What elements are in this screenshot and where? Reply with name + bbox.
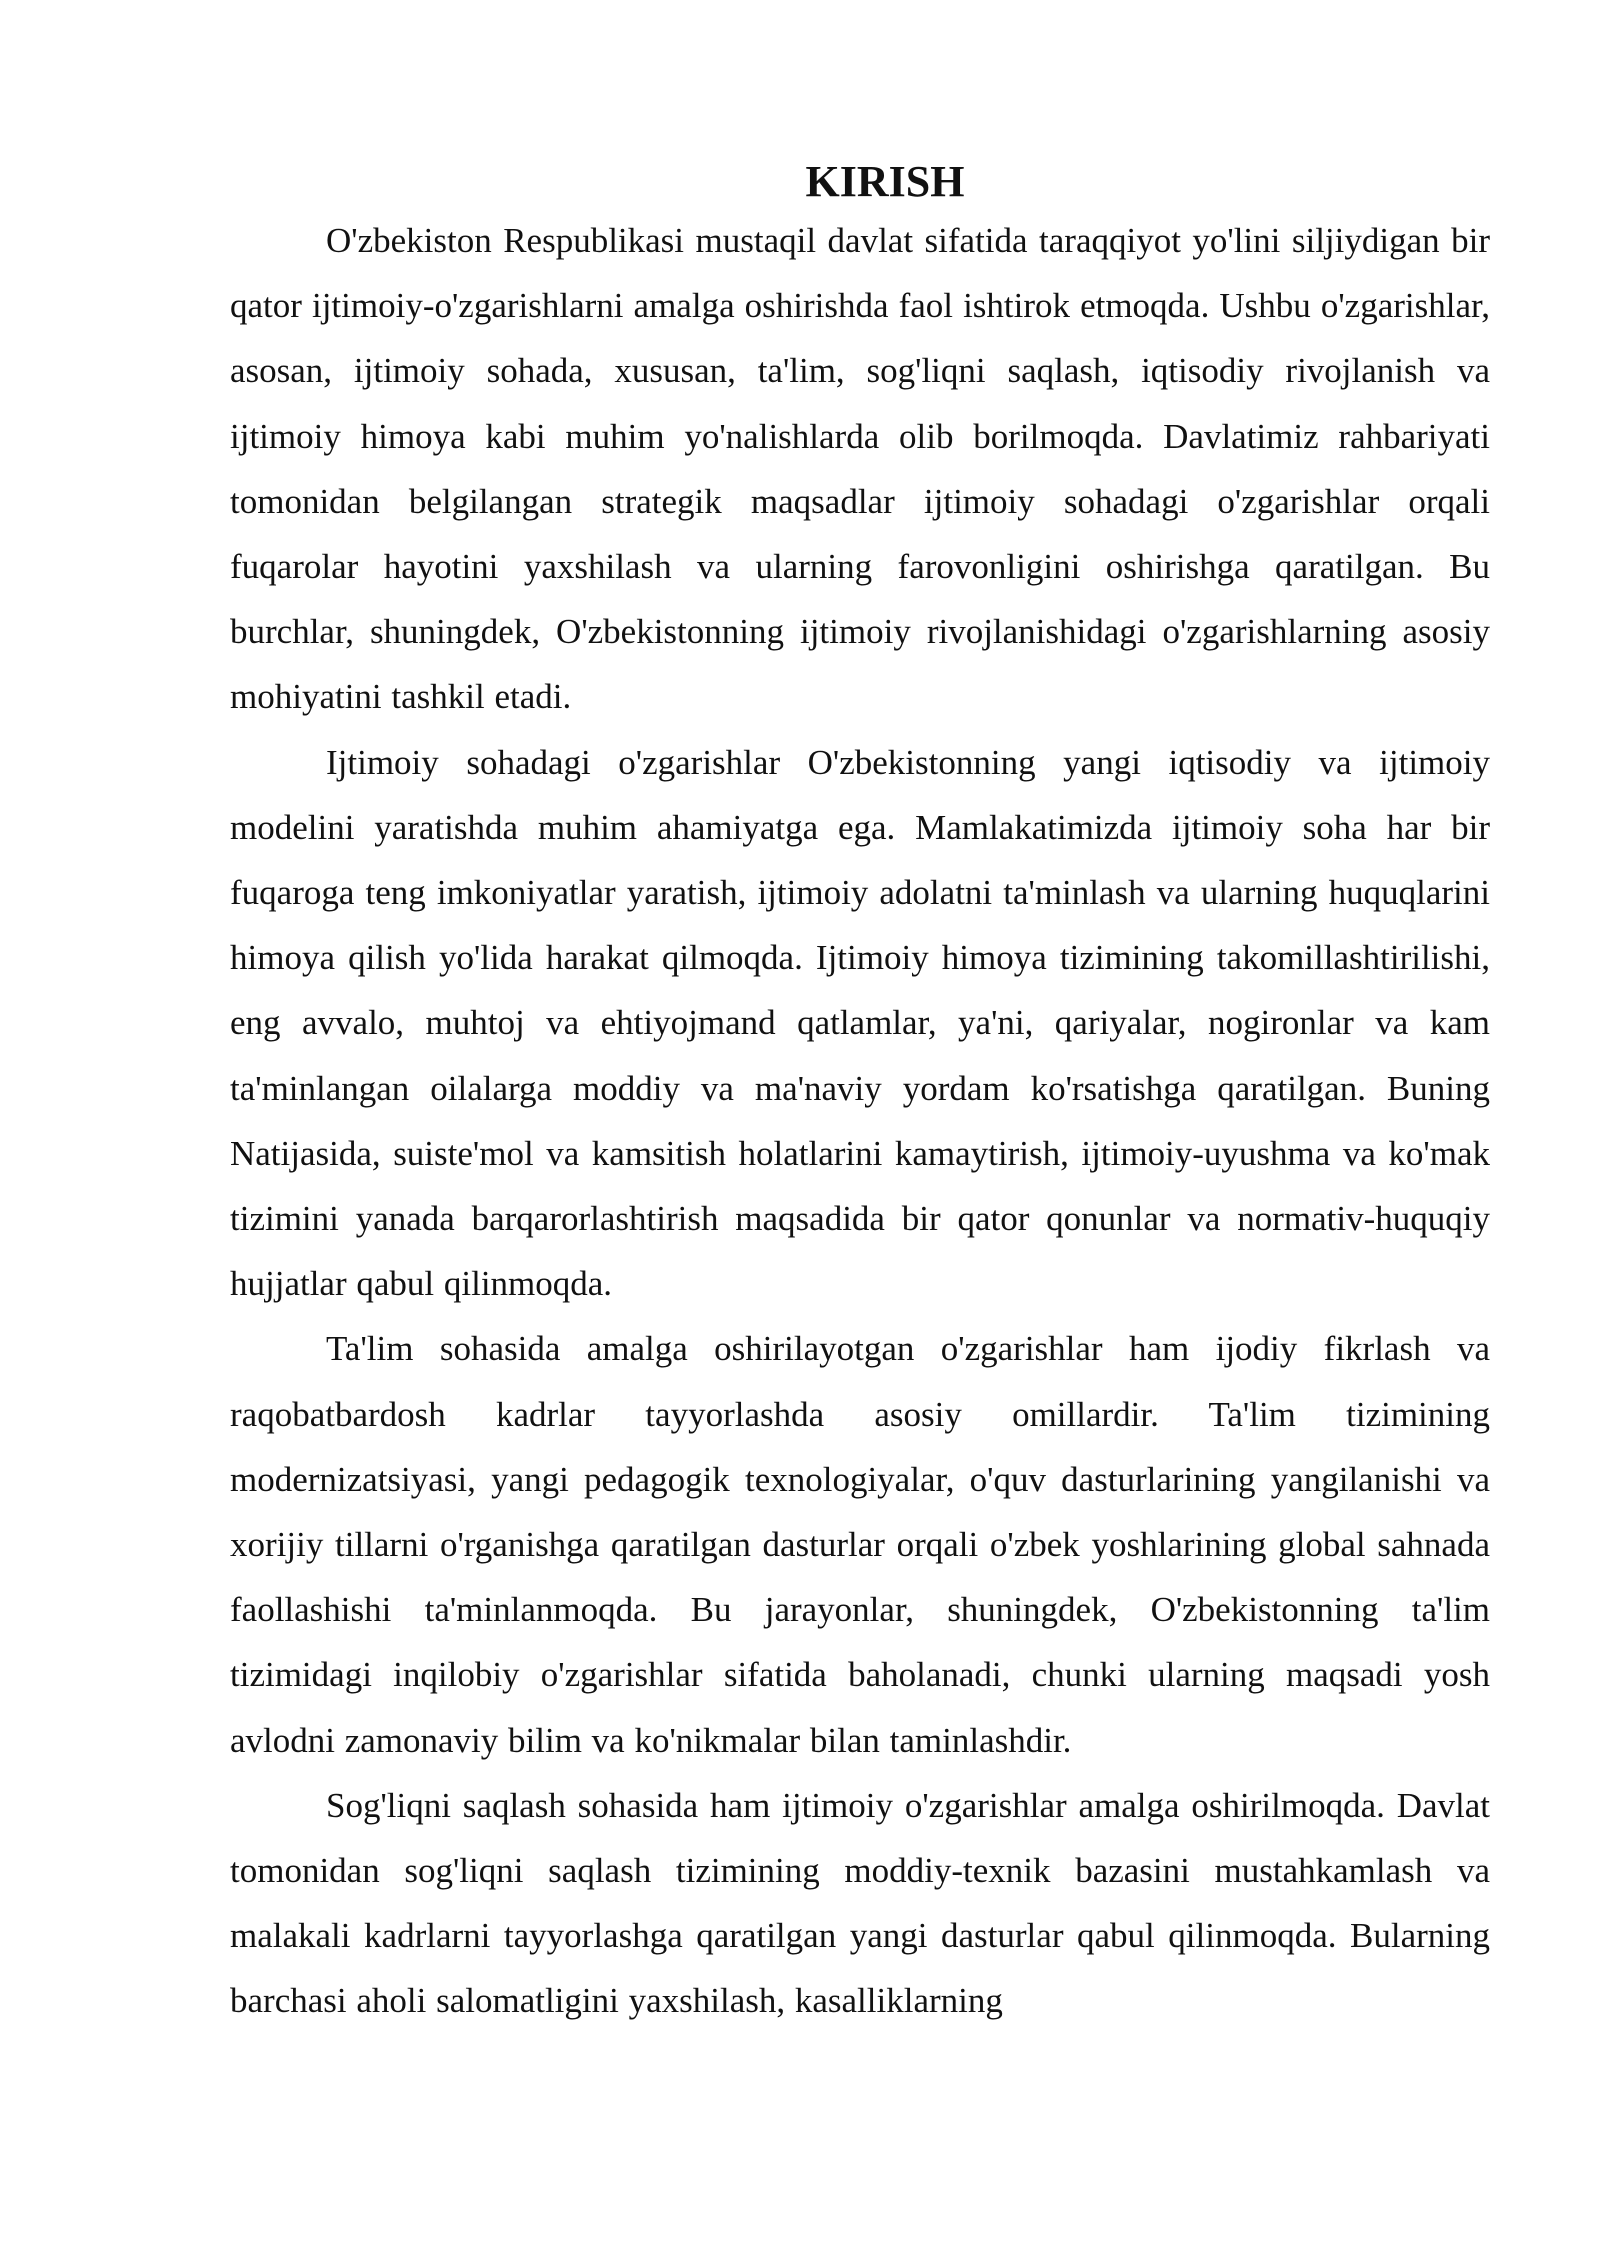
paragraph-1: O'zbekiston Respublikasi mustaqil davlat sifatida taraqqiyot yo'lini siljiydigan bir qator ijtimoiy-o'zgarishlarni amalga oshirishda faol ishtirok etmoqda. Ushbu o'zgarishlar, asosan, ijtimoiy sohada, xususan, ta'lim, sog'liqni saqlash, iqtisodiy rivojlanish va ijtimoiy himoya kabi muhim yo'nalishlarda olib borilmoqda. Davlatimiz rahbariyati tomonidan belgilangan strategik maqsadlar ijtimoiy sohadagi o'zgarishlar orqali fuqarolar hayotini yaxshilash va ularning farovonligini oshirishga qaratilgan. Bu burchlar, shuningdek, O'zbekistonning ijtimoiy rivojlanishidagi o'zgarishlarning asosiy mohiyatini tashkil etadi. bbox=[230, 221, 1490, 717]
document-page bbox=[230, 150, 1490, 2034]
document-title: KIRISH bbox=[805, 157, 965, 206]
paragraph-4: Sog'liqni saqlash sohasida ham ijtimoiy o'zgarishlar amalga oshirilmoqda. Davlat tomonidan sog'liqni saqlash tizimining moddiy-texnik bazasini mustahkamlash va malakali kadrlarni tayyorlashga qaratilgan yangi dasturlar qabul qilinmoqda. Bularning barchasi aholi salomatligini yaxshilash, kasalliklarning bbox=[230, 1785, 1490, 2021]
paragraph-3: Ta'lim sohasida amalga oshirilayotgan o'zgarishlar ham ijodiy fikrlash va raqobatbardosh kadrlar tayyorlashda asosiy omillardir. Ta'lim tizimining modernizatsiyasi, yangi pedagogik texnologiyalar, o'quv dasturlarining yangilanishi va xorijiy tillarni o'rganishga qaratilgan dasturlar orqali o'zbek yoshlarining global sahnada faollashishi ta'minlanmoqda. Bu jarayonlar, shuningdek, O'zbekistonning ta'lim tizimidagi inqilobiy o'zgarishlar sifatida baholanadi, chunki ularning maqsadi yosh avlodni zamonaviy bilim va ko'nikmalar bilan taminlashdir. bbox=[230, 1329, 1490, 1760]
paragraph-2: Ijtimoiy sohadagi o'zgarishlar O'zbekistonning yangi iqtisodiy va ijtimoiy modelini yaratishda muhim ahamiyatga ega. Mamlakatimizda ijtimoiy soha har bir fuqaroga teng imkoniyatlar yaratish, ijtimoiy adolatni ta'minlash va ularning huquqlarini himoya qilish yo'lida harakat qilmoqda. Ijtimoiy himoya tizimining takomillashtirilishi, eng avvalo, muhtoj va ehtiyojmand qatlamlar, ya'ni, qariyalar, nogironlar va kam ta'minlangan oilalarga moddiy va ma'naviy yordam ko'rsatishga qaratilgan. Buning Natijasida, suiste'mol va kamsitish holatlarini kamaytirish, ijtimoiy-uyushma va ko'mak tizimini yanada barqarorlashtirish maqsadida bir qator qonunlar va normativ-huquqiy hujjatlar qabul qilinmoqda. bbox=[230, 742, 1490, 1304]
